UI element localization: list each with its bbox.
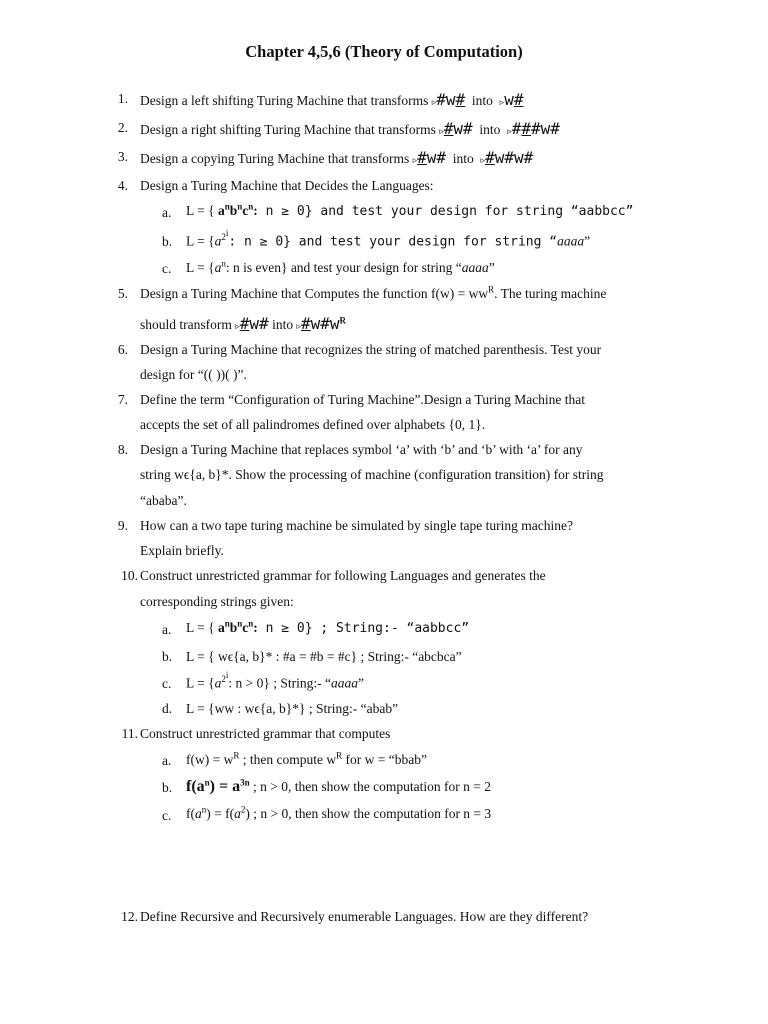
q6-line-2: design for “(( ))( )”. [140,367,247,382]
q10-line-2: corresponding strings given: [140,594,294,609]
q4c-label: c. [162,261,172,276]
q10c-sup: 2 [221,674,226,684]
q4-number: 4. [117,178,128,193]
q10a-text [186,618,470,636]
q2-triangle-2: ▹ [507,127,512,137]
q4b-pre: L = { [186,233,215,249]
q11b-sup-1: n [204,777,210,788]
q10c-text [186,670,364,691]
q3-text-a: Design a copying Turing Machine that transforms [140,151,413,166]
q4c-pre: L = { [186,260,215,275]
q12-text: Define Recursive and Recursively enumerable Languages. How are they different? [140,909,589,924]
q8-number: 8. [117,442,128,457]
q4b-string: aaaa [557,233,585,249]
q10c-rest: : n > 0} ; String:- “ [228,675,331,691]
q11c-var-2: a [234,806,241,821]
q4b-var: a [214,233,222,249]
q3-triangle-1: ▹ [412,156,418,166]
q4c-var: a [214,260,222,275]
q5-line-1-b: . The turing machine [494,286,607,301]
q10-number: 10. [121,568,138,583]
q3-output-hash: # [485,148,495,167]
q10a-rest: n ≥ 0} ; String:- “aabbcc” [257,621,470,636]
q11a-sup-1: R [233,750,240,761]
q8-line-1: Design a Turing Machine that replaces symbol ‘a’ with ‘b’ and ‘b’ with ‘a’ for any [140,442,583,457]
q5-sup-r: R [488,284,495,295]
q3-into: into [446,151,481,166]
q4a-b: b [229,203,238,218]
q4a-sup-2: n [237,201,243,212]
q9-line-1: How can a two tape turing machine be simulated by single tape turing machine? [140,518,573,533]
q5-output-hash: # [300,314,311,333]
q5-input-hash: # [239,314,250,333]
q8-line-2: string wϵ{a, b}*. Show the processing of machine (configuration transition) for string [140,467,604,482]
q9-number: 9. [117,518,128,533]
q5-line-1 [140,284,607,301]
q4a-pre: L = { [186,203,218,218]
q4b-sup-2: i [225,228,229,238]
q9-line-2: Explain briefly. [140,543,224,558]
q10b-label: b. [162,649,173,664]
q2-text-a: Design a right shifting Turing Machine that transforms [140,122,440,137]
q11-number: 11. [121,726,138,741]
q5-into: into [268,317,297,332]
q10a-sup-2: n [237,618,243,629]
q10a-c: c [242,620,249,635]
q2-output-hash-1: # [511,119,522,138]
q2-text [140,121,560,137]
q5-triangle-1: ▹ [235,322,240,332]
q11a-rest: for w = “bbab” [342,752,427,767]
q10-line-1: Construct unrestricted grammar for following Languages and generates the [140,568,546,583]
q11a-label: a. [162,753,172,768]
document-title: Chapter 4,5,6 (Theory of Computation) [245,42,523,61]
q11b-label: b. [162,780,173,795]
q10c-string: aaaa [330,675,358,691]
q4b-label: b. [162,234,173,249]
q7-line-1: Define the term “Configuration of Turing Machine”.Design a Turing Machine that [140,392,586,407]
q11c-end: ) ; n > 0, then show the computation for n = 3 [245,806,492,821]
q3-input-hash: # [417,148,427,167]
q3-triangle-2: ▹ [480,156,486,166]
q11a-text [186,750,427,767]
q1-text [140,92,523,108]
q6-line-1: Design a Turing Machine that recognizes the string of matched parenthesis. Test your [140,342,602,357]
q4c-rest: : n is even} and test your design for string “ [225,260,462,275]
q11b-pre: f(a [186,778,205,795]
q4c-end: ” [488,260,495,275]
q4b-end: ” [584,233,591,249]
q2-into: into [472,122,508,137]
q6-number: 6. [117,342,128,357]
q1-input-hash: # [455,90,466,109]
q3-output-w: w#w# [494,148,534,167]
q11-text: Construct unrestricted grammar that computes [140,726,391,741]
q5-triangle-2: ▹ [296,322,301,332]
q5-output-sup: R [339,315,347,326]
q10a-sup-1: n [224,618,230,629]
q4a-sup-1: n [224,201,230,212]
q11c-pre: f( [186,806,195,821]
q4a-label: a. [162,205,172,220]
q4b-sup: 2 [221,232,226,242]
q11c-sup-2: 2 [240,804,246,815]
q11c-text [186,804,492,821]
q10a-pre: L = { [186,620,218,635]
q5-input-w: w# [249,314,269,333]
q10c-label: c. [162,676,172,691]
q10d-text: L = {ww : wϵ{a, b}*} ; String:- “abab” [186,701,399,716]
q11c-var-1: a [195,806,202,821]
q1-into: into [465,93,500,108]
q11b-mid: ) = a [209,778,241,795]
q11c-mid: ) = f( [206,806,235,821]
q4-text: Design a Turing Machine that Decides the Languages: [140,178,434,193]
q2-output-w: #w# [531,119,560,138]
q1-triangle-2: ▹ [499,98,505,108]
q10a-sup-3: n [248,618,254,629]
q11b-sup-2: 3n [240,777,250,788]
q4c-text [186,258,495,275]
q10a-a: a [217,620,225,635]
q7-line-2: accepts the set of all palindromes defined over alphabets {0, 1}. [140,417,486,432]
q11a-pre: f(w) = w [186,752,234,767]
q10b-text: L = { wϵ{a, b}* : #a = #b = #c} ; String:- “abcbca” [186,649,462,664]
q10a-colon: : [253,620,258,635]
q1-text-a: Design a left shifting Turing Machine that transforms [140,93,432,108]
q1-triangle-1: ▹ [431,98,437,108]
q2-triangle-1: ▹ [439,127,444,137]
q10a-b: b [229,620,238,635]
q10c-pre: L = { [186,675,215,691]
q5-number: 5. [117,286,128,301]
q4a-colon: : [253,203,258,218]
q2-input-hash: # [443,119,454,138]
q1-output-w: w [504,90,514,109]
q10a-label: a. [162,622,172,637]
q11b-text [186,779,491,795]
q1-input-w: #w [436,90,456,109]
q11c-label: c. [162,808,172,823]
q1-output-hash: # [513,90,524,109]
q4a-a: a [217,203,225,218]
q3-number: 3. [117,149,128,164]
q5-line-2 [140,316,346,332]
q10d-label: d. [162,701,173,716]
q4a-text [186,201,634,219]
q12-number: 12. [121,909,138,924]
q5-line-2-a: should transform [140,317,236,332]
q7-number: 7. [117,392,128,407]
q4a-sup-3: n [248,201,254,212]
q11a-mid: ; then compute w [239,752,337,767]
q11b-rest: ; n > 0, then show the computation for n = 2 [249,779,491,794]
q4a-c: c [242,203,249,218]
q4c-sup: n [221,258,226,269]
q2-input-w: w# [453,119,473,138]
q4c-string: aaaa [461,260,489,275]
q2-output-hash-2: # [521,119,531,138]
q3-text [140,150,533,166]
q4a-rest: n ≥ 0} and test your design for string “aabbcc” [257,204,634,219]
q3-input-w: w# [426,148,447,167]
q5-output-w: w#w [310,314,340,333]
q2-number: 2. [117,120,128,135]
q10c-var: a [214,675,222,691]
q11c-sup-1: n [201,804,207,815]
q10c-sup-2: i [225,670,229,680]
q4b-rest: : n ≥ 0} and test your design for string “ [228,234,558,250]
q1-number: 1. [117,91,128,106]
q11a-sup-2: R [336,750,343,761]
q5-line-1-a: Design a Turing Machine that Computes the function f(w) = ww [140,286,489,301]
q8-line-3: “ababa”. [140,493,187,508]
q10c-end: ” [357,675,364,691]
q4b-text [186,228,591,250]
